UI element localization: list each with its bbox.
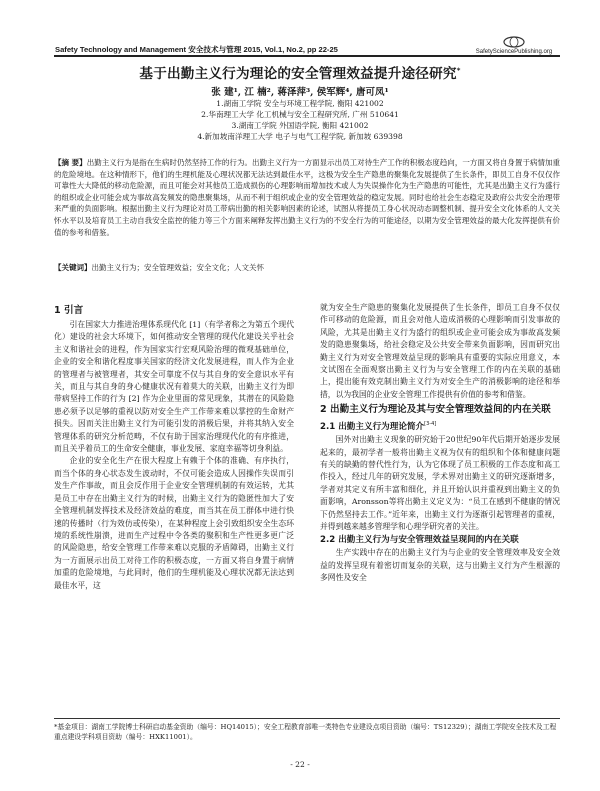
section-2-1-citation: [3-4] [424,421,437,428]
affiliation-4: 4.新加坡南洋理工大学 电子与电气工程学院, 新加坡 639398 [197,132,403,141]
affiliation-1: 1.湖南工学院 安全与环境工程学院, 衡阳 421002 [216,99,384,108]
abstract [54,157,560,238]
publisher-name: SafetySciencePublishing.org [475,49,553,55]
keywords-text: 出勤主义行为；安全管理效益；安全文化；人文关怀 [91,263,264,272]
author-list: 张 建¹, 江 楠², 蒋泽萍³, 侯军辉⁴, 唐可凤¹ [211,87,389,98]
section-2-2-paragraph: 生产实践中存在的出勤主义行为与企业的安全管理效率及安全效益的发挥呈现有着密切而复杂的关联，这与出勤主义行为产生根源的多网性及安全 [320,548,560,583]
body-column-right [320,302,560,585]
title-footnote-mark: * [456,66,461,75]
abstract-label: 【摘 要】 [54,158,87,167]
section-1-paragraph-2: 企业的安全化生产在很大程度上有赖于个体的准确、有序执行，而当个体的身心状态发生波动时，不仅可能会造成人因操作失误而引发生产作事故，而且会反作用于企业安全管理机制的有效运转，尤其是员工中存在出勤主义行为的时候，出勤主义行为的隐匿性加大了安全管理机制发挥技术及经济效益的难度，而当其在员工群体中进行快速的传播时（行为效仿或传染），在某种程度上会引致组织安全生态环境的系统性崩溃，进而生产过程中令各类的聚积和生产性更多更广泛的风险隐患，给安全管理工作带来难以克服的矛盾障碍，出勤主义行为一方面展示出员工对待工作的积极态度，一方面又将自身置于病情加重的危险境地，与此同时，他们的生理机能及心理状况都无法达到最佳水平，这 [54,456,294,590]
section-1-paragraph-1: 引在国家大力推进治理体系现代化 [1]（有学者称之为第五个现代化）建设的社会大环境下，如何推动安全管理的现代化建设关乎社会主义和谐社会的进程，作为国家实行宏观风险治理的微观基础单位，企业的安全和谐化程度事关国家的经济文化发展进程，而人作为企业的管理者与被管理者，其安全可靠度不仅与其自身的安全意识水平有关，而且与其自身的身心健康状况有着莫大的关联，出勤主义行为即带病坚持工作的行为 [2] 作为企业里面的常见现象，其潜在的风险隐患必须予以足够的重视以防对安全生产工作带来难以掌控的生命财产损失。因而关注出勤主义行为可能引发的消极后果，并将其纳入安全管理体系的研究分析范畴，不仅有助于国家治理现代化的有序推进，而且关乎着员工的生命安全健康，事业发展、家庭幸福等切身利益。 [54,320,294,454]
section-2-1-title: 2.1 出勤主义行为理论简介 [320,422,425,433]
abstract-text: 出勤主义行为是指在生病时仍然坚持工作的行为。出勤主义行为一方面显示出员工对待生产工作的积极态度趋向，一方面又将自身置于病情加重的危险境地。在这种情形下，他们的生理机能及心理状况都无法达到最佳水平，这极为安全生产隐患的聚集化发展提供了生长条件，即员工自身不仅仅作可靠性大大降低的移动危险源，而且可能会对其他员工造成损伤的心理影响而增加技术或人为失误操作化为生产隐患的可能性，尤其是出勤主义行为盛行的组织或企业可能会成为事故高发频发的隐患聚集场，从而不利于组织或企业的安全管理效益的稳定发展。同时也给社会生态稳定及政府公共安全治理带来严重的负面影响。根据出勤主义行为理论对员工带病出勤的相关影响因素的论述，试图从将提员工身心状况动态调整机制、提升安全文化体系的人文关怀水平以及培育员工主动自我安全监控的能力等三个方面来阐释发挥出勤主义行为的不安全行为的可能途径，以期为安全管理效益的最大化发挥提供有价值的参考和借鉴。 [54,158,560,237]
footnote-rule [54,718,560,719]
section-2-1-paragraph: 国外对出勤主义现象的研究始于20世纪90年代后期开始逐步发展起来的，最初学者一般将出勤主义视为仅有的组织和个体和健康问题有关的缺勤的替代性行为，认为它体现了员工积极的工作态度和高工作投入，经过几年的研究发展，学术界对出勤主义的研究逐渐增多，学者对其定义有所丰富和细化，并且开始认识并重视到出勤主义的负面影响，Aronsson等将出勤主义定义为：“员工在感到不健康的情况下仍然坚持去工作。”近年来，出勤主义行为逐渐引起管理者的重视，并得到越来越多管理学和心理学研究者的关注。 [320,435,560,531]
section-1-paragraph-3: 就为安全生产隐患的聚集化发展提供了生长条件，即员工自身不仅仅作可移动的危险源，而且会对他人造成消极的心理影响而引发事故的风险，尤其是出勤主义行为盛行的组织或企业可能会成为事故高发频发的隐患聚集场，给社会稳定及公共安全带来负面影响，因而研究出勤主义行为对安全管理效益呈现的影响具有重要的实际应用意义，本文试图在全面观察出勤主义行为与安全管理工作的内在关联的基础上，提出能有效克制出勤主义行为对安全生产的消极影响的途径和举措，以为我国的企业安全管理工作提供有价值的参考和借鉴。 [320,303,560,399]
header-rule [54,55,560,57]
affiliation-2: 2.华南理工大学 化工机械与安全工程研究所, 广州 510641 [201,110,399,119]
publisher-block [468,36,560,55]
section-1-heading: 1 引言 [54,305,84,316]
affiliation-3: 3.湖南工学院 外国语学院, 衡阳 421002 [231,121,369,130]
publisher-logo-icon [503,36,525,48]
paper-title [40,62,560,82]
keywords [54,262,560,273]
page-number: - 22 - [290,760,310,769]
journal-name-cn: 安全技术与管理 [188,45,242,54]
paper-title-text: 基于出勤主义行为理论的安全管理效益提升途径研究 [139,66,457,82]
funding-footnote: *基金项目：湖南工学院博士科研启动基金资助（编号：HQ14015）；安全工程教育部唯一类特色专业建设点项目资助（编号：TS12329）；湖南工学院安全技术及工程重点建设学科项目资助（编号：HXK11001）。 [54,723,557,741]
body-column-left [54,302,294,592]
journal-issue: 2015, Vol.1, No.2, pp 22-25 [243,45,338,54]
keywords-label: 【关键词】 [54,263,92,272]
section-2-heading: 2 出勤主义行为理论及其与安全管理效益间的内在关联 [320,404,551,416]
section-2-2-heading: 2.2 出勤主义行为与安全管理效益呈现间的内在关联 [320,535,519,546]
section-2-1-heading [320,418,560,433]
journal-name: Safety Technology and Management [55,45,187,54]
